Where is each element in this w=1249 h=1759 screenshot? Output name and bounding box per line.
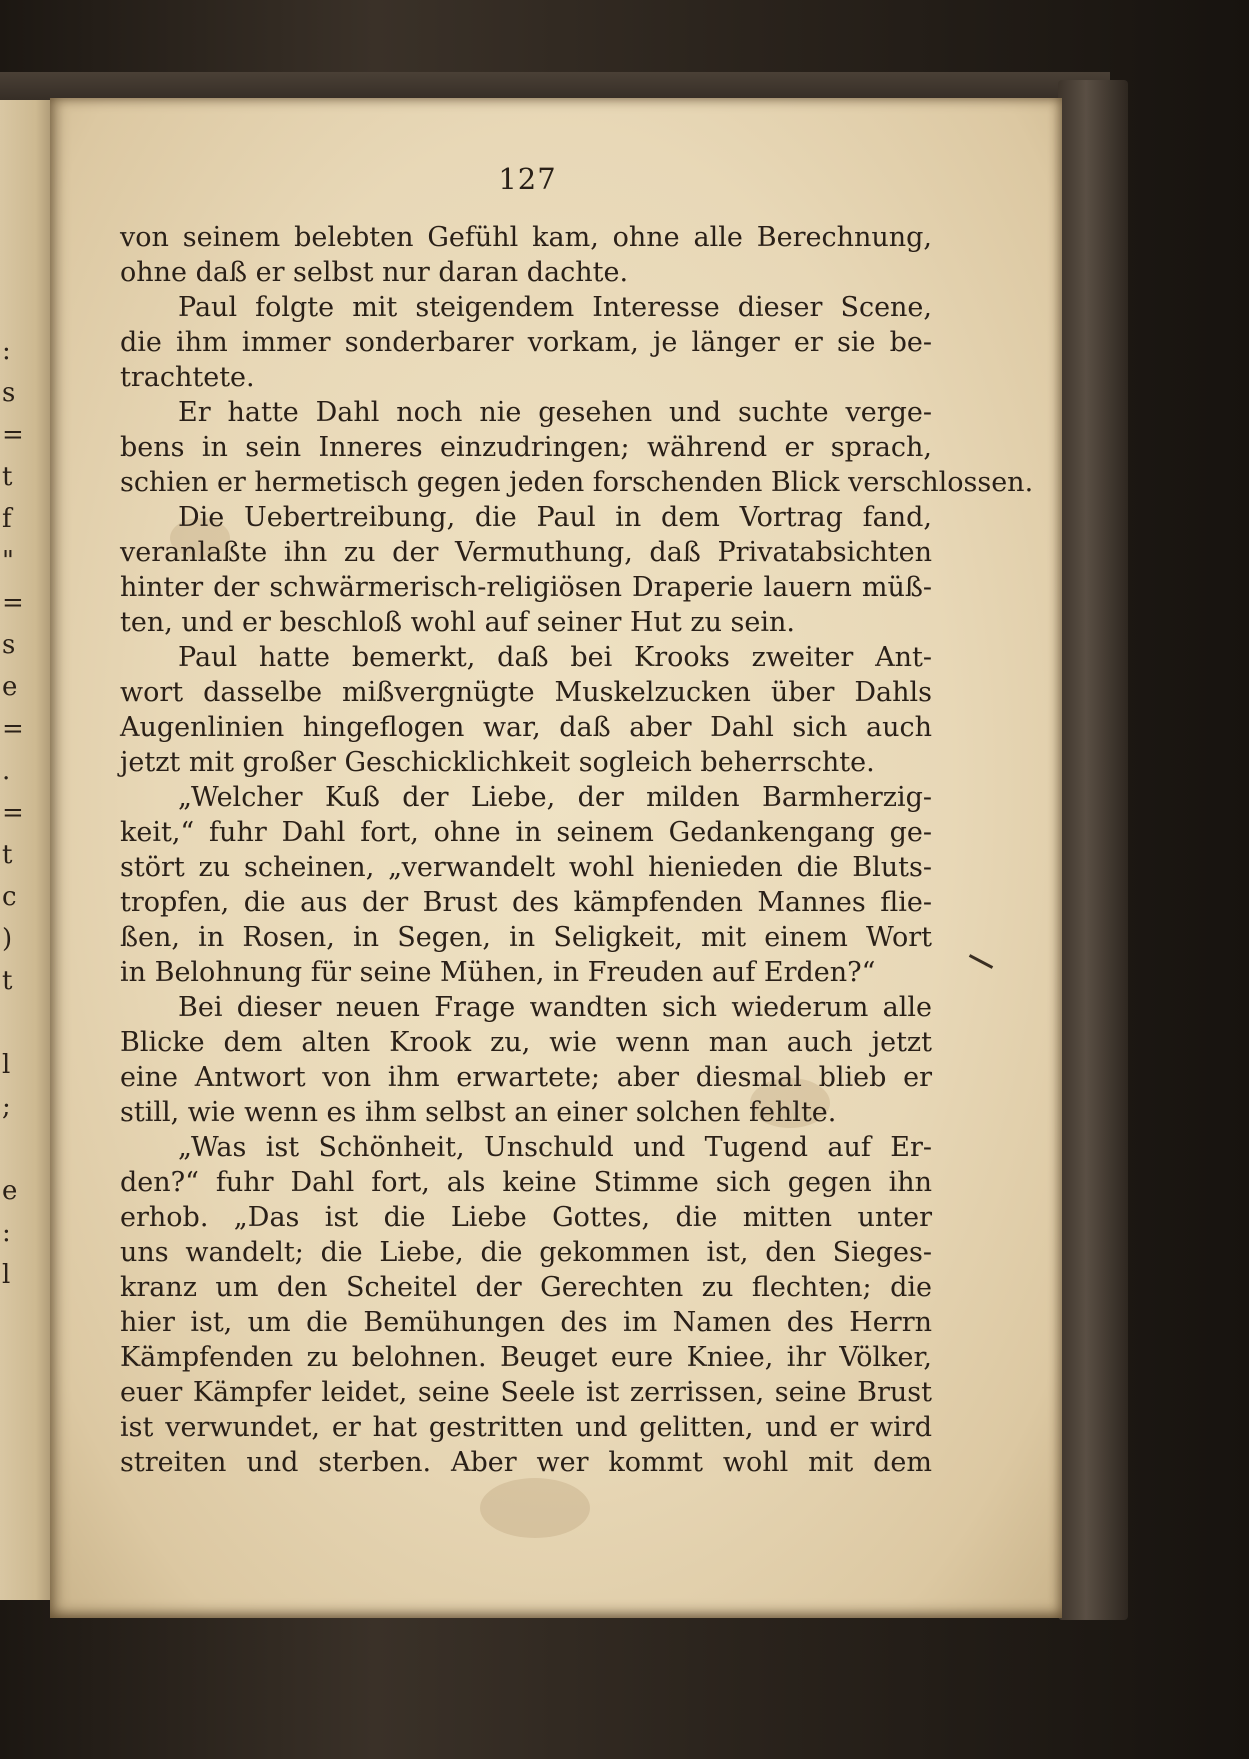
text-line: veranlaßte ihn zu der Vermuthung, daß Privatabsichten bbox=[120, 537, 932, 568]
margin-mark bbox=[969, 954, 993, 969]
text-line: uns wandelt; die Liebe, die gekommen ist, den Sieges- bbox=[120, 1237, 932, 1268]
previous-page-mark: s bbox=[2, 630, 16, 660]
previous-page-mark: f bbox=[2, 504, 12, 534]
previous-page-mark: s bbox=[2, 378, 16, 408]
text-line: in Belohnung für seine Mühen, in Freuden auf Erden?“ bbox=[120, 957, 876, 988]
previous-page-mark bbox=[2, 1002, 42, 1044]
previous-page-mark: ; bbox=[2, 1092, 11, 1122]
body-text bbox=[120, 220, 1034, 1480]
previous-page-marks bbox=[2, 330, 42, 1296]
text-line: hier ist, um die Bemühungen des im Namen des Herrn bbox=[120, 1307, 932, 1338]
previous-page-mark: = bbox=[2, 714, 24, 744]
previous-page-mark: t bbox=[2, 966, 13, 996]
previous-page-mark: = bbox=[2, 588, 24, 618]
previous-page-mark bbox=[2, 1128, 42, 1170]
text-line: wort dasselbe mißvergnügte Muskelzucken über Dahls bbox=[120, 677, 932, 708]
previous-page-mark: c bbox=[2, 882, 17, 912]
text-line: Augenlinien hingeflogen war, daß aber Dahl sich auch bbox=[120, 712, 932, 743]
text-line: ten, und er beschloß wohl auf seiner Hut zu sein. bbox=[120, 607, 795, 638]
text-line: Blicke dem alten Krook zu, wie wenn man auch jetzt bbox=[120, 1027, 932, 1058]
previous-page-mark: ) bbox=[2, 924, 13, 954]
text-line: von seinem belebten Gefühl kam, ohne alle Berechnung, bbox=[120, 222, 932, 253]
text-line: tropfen, die aus der Brust des kämpfenden Mannes flie- bbox=[120, 887, 932, 918]
previous-page-mark: t bbox=[2, 840, 13, 870]
text-line: Die Uebertreibung, die Paul in dem Vortrag fand, bbox=[178, 502, 932, 533]
previous-page-mark: e bbox=[2, 1176, 18, 1206]
text-line: „Was ist Schönheit, Unschuld und Tugend auf Er- bbox=[178, 1132, 932, 1163]
text-line: keit,“ fuhr Dahl fort, ohne in seinem Gedankengang ge- bbox=[120, 817, 932, 848]
text-line: Kämpfenden zu belohnen. Beuget eure Kniee, ihr Völker, bbox=[120, 1342, 932, 1373]
book-page bbox=[50, 98, 1062, 1618]
text-line: hinter der schwärmerisch-religiösen Draperie lauern müß- bbox=[120, 572, 932, 603]
text-line: bens in sein Inneres einzudringen; während er sprach, bbox=[120, 432, 932, 463]
previous-page-mark: e bbox=[2, 672, 18, 702]
previous-page-mark: l bbox=[2, 1050, 11, 1080]
text-line: eine Antwort von ihm erwartete; aber diesmal blieb er bbox=[120, 1062, 932, 1093]
text-line: den?“ fuhr Dahl fort, als keine Stimme sich gegen ihn bbox=[120, 1167, 932, 1198]
previous-page-mark: = bbox=[2, 420, 24, 450]
text-line: kranz um den Scheitel der Gerechten zu flechten; die bbox=[120, 1272, 932, 1303]
text-line: „Welcher Kuß der Liebe, der milden Barmherzig- bbox=[178, 782, 932, 813]
text-line: Paul hatte bemerkt, daß bei Krooks zweiter Ant- bbox=[178, 642, 932, 673]
text-line: ist verwundet, er hat gestritten und gelitten, und er wird bbox=[120, 1412, 932, 1443]
text-line: ohne daß er selbst nur daran dachte. bbox=[120, 257, 629, 288]
text-line: schien er hermetisch gegen jeden forschenden Blick verschlossen. bbox=[120, 467, 1034, 498]
previous-page-mark: : bbox=[2, 336, 11, 366]
text-line: stört zu scheinen, „verwandelt wohl hienieden die Bluts- bbox=[120, 852, 932, 883]
text-line: trachtete. bbox=[120, 362, 255, 393]
previous-page-mark: " bbox=[2, 546, 14, 576]
text-line: ßen, in Rosen, in Segen, in Seligkeit, mit einem Wort bbox=[120, 922, 932, 953]
text-line: streiten und sterben. Aber wer kommt wohl mit dem bbox=[120, 1447, 932, 1478]
paper-stain bbox=[480, 1478, 590, 1538]
text-line: erhob. „Das ist die Liebe Gottes, die mitten unter bbox=[120, 1202, 932, 1233]
book-cover-right-edge bbox=[1058, 80, 1128, 1620]
text-line: die ihm immer sonderbarer vorkam, je länger er sie be- bbox=[120, 327, 932, 358]
text-line: euer Kämpfer leidet, seine Seele ist zerrissen, seine Brust bbox=[120, 1377, 932, 1408]
text-line: still, wie wenn es ihm selbst an einer solchen fehlte. bbox=[120, 1097, 837, 1128]
page-number: 127 bbox=[498, 162, 557, 196]
previous-page-mark: l bbox=[2, 1260, 11, 1290]
text-line: Er hatte Dahl noch nie gesehen und suchte verge- bbox=[178, 397, 932, 428]
text-line: Bei dieser neuen Frage wandten sich wiederum alle bbox=[178, 992, 932, 1023]
previous-page-mark: . bbox=[2, 756, 11, 786]
text-line: Paul folgte mit steigendem Interesse dieser Scene, bbox=[178, 292, 932, 323]
previous-page-mark: = bbox=[2, 798, 24, 828]
previous-page-mark: : bbox=[2, 1218, 11, 1248]
previous-page-mark: t bbox=[2, 462, 13, 492]
text-line: jetzt mit großer Geschicklichkeit sogleich beherrschte. bbox=[120, 747, 875, 778]
